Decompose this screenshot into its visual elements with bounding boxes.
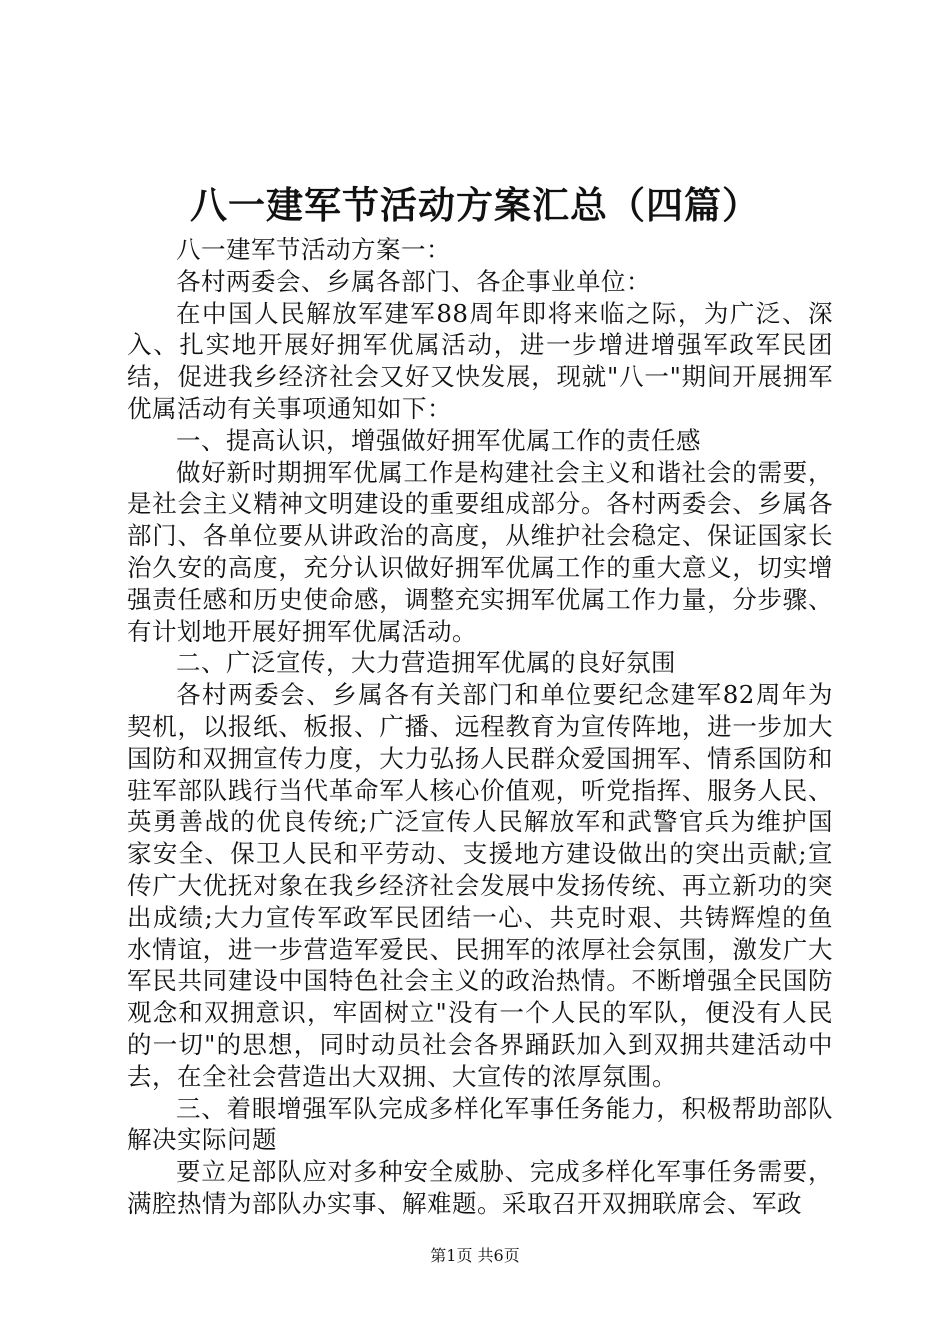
page-indicator: 第1页 共6页: [430, 1246, 520, 1265]
section-heading: 三、着眼增强军队完成多样化军事任务能力，积极帮助部队解决实际问题: [127, 1093, 833, 1155]
document-body: [127, 234, 833, 1220]
paragraph: 在中国人民解放军建军88周年即将来临之际，为广泛、深入、扎实地开展好拥军优属活动，进一步增进增强军政军民团结，促进我乡经济社会又好又快发展，现就"八一"期间开展拥军优属活动有关事项通知如下：: [127, 298, 833, 423]
document-title: 八一建军节活动方案汇总（四篇）: [190, 183, 760, 227]
paragraph: 八一建军节活动方案一：: [176, 235, 451, 264]
paragraph: 各村两委会、乡属各有关部门和单位要纪念建军82周年为契机，以报纸、板报、广播、远程教育为宣传阵地，进一步加大国防和双拥宣传力度，大力弘扬人民群众爱国拥军、情系国防和驻军部队践行当代革命军人核心价值观，听党指挥、服务人民、英勇善战的优良传统;广泛宣传人民解放军和武警官兵为维护国家安全、保卫人民和平劳动、支援地方建设做出的突出贡献;宣传广大优抚对象在我乡经济社会发展中发扬传统、再立新功的突出成绩;大力宣传军政军民团结一心、共克时艰、共铸辉煌的鱼水情谊，进一步营造军爱民、民拥军的浓厚社会氛围，激发广大军民共同建设中国特色社会主义的政治热情。不断增强全民国防观念和双拥意识，牢固树立"没有一个人民的军队，便没有人民的一切"的思想，同时动员社会各界踊跃加入到双拥共建活动中去，在全社会营造出大双拥、大宣传的浓厚氛围。: [127, 680, 833, 1091]
paragraph: 各村两委会、乡属各部门、各企事业单位：: [176, 266, 651, 296]
paragraph: 做好新时期拥军优属工作是构建社会主义和谐社会的需要，是社会主义精神文明建设的重要组成部分。各村两委会、乡属各部门、各单位要从讲政治的高度，从维护社会稳定、保证国家长治久安的高度，充分认识做好拥军优属工作的重大意义，切实增强责任感和历史使命感，调整充实拥军优属工作力量，分步骤、有计划地开展好拥军优属活动。: [127, 457, 833, 646]
section-heading: 一、提高认识，增强做好拥军优属工作的责任感: [176, 425, 701, 455]
section-heading: 二、广泛宣传，大力营造拥军优属的良好氛围: [176, 648, 676, 678]
paragraph: 要立足部队应对多种安全威胁、完成多样化军事任务需要，满腔热情为部队办实事、解难题。采取召开双拥联席会、军政: [127, 1157, 833, 1218]
